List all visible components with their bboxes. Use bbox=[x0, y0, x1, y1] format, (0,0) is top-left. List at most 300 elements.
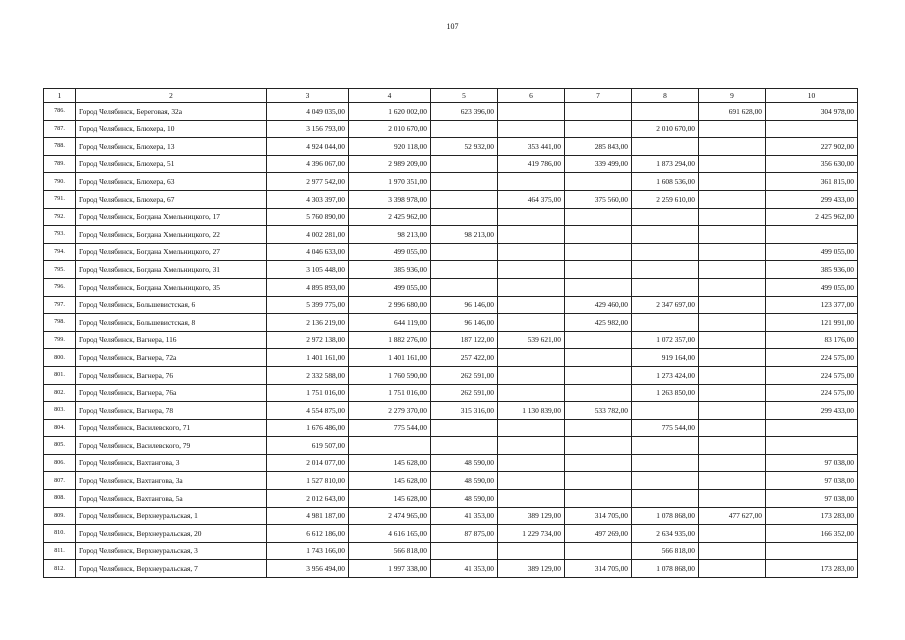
amount-cell-col-9 bbox=[699, 542, 766, 560]
amount-cell-col-10: 224 575,00 bbox=[766, 349, 858, 367]
amount-cell-col-3: 3 105 448,00 bbox=[267, 261, 349, 279]
amount-cell-col-5: 48 590,00 bbox=[431, 454, 498, 472]
amount-cell-col-6: 539 621,00 bbox=[498, 331, 565, 349]
amount-cell-col-10: 2 425 962,00 bbox=[766, 208, 858, 226]
row-number-cell: 792. bbox=[44, 208, 76, 226]
amount-cell-col-4: 2 996 680,00 bbox=[349, 296, 431, 314]
amount-cell-col-10: 224 575,00 bbox=[766, 384, 858, 402]
table-row bbox=[44, 138, 858, 156]
amount-cell-col-6: 389 129,00 bbox=[498, 560, 565, 578]
table-row bbox=[44, 525, 858, 543]
amount-cell-col-4: 1 997 338,00 bbox=[349, 560, 431, 578]
amount-cell-col-8 bbox=[632, 243, 699, 261]
amount-cell-col-6: 464 375,00 bbox=[498, 190, 565, 208]
row-number-cell: 791. bbox=[44, 190, 76, 208]
amount-cell-col-10: 361 815,00 bbox=[766, 173, 858, 191]
amount-cell-col-9 bbox=[699, 296, 766, 314]
amount-cell-col-4: 1 882 276,00 bbox=[349, 331, 431, 349]
address-cell: Город Челябинск, Богдана Хмельницкого, 22 bbox=[76, 226, 267, 244]
amount-cell-col-10 bbox=[766, 419, 858, 437]
amount-cell-col-6 bbox=[498, 384, 565, 402]
address-cell: Город Челябинск, Богдана Хмельницкого, 35 bbox=[76, 278, 267, 296]
amount-cell-col-9 bbox=[699, 155, 766, 173]
amount-cell-col-3: 1 401 161,00 bbox=[267, 349, 349, 367]
row-number-cell: 803. bbox=[44, 402, 76, 420]
column-header-3: 3 bbox=[267, 89, 349, 103]
amount-cell-col-4: 98 213,00 bbox=[349, 226, 431, 244]
amount-cell-col-9 bbox=[699, 278, 766, 296]
amount-cell-col-9 bbox=[699, 208, 766, 226]
amount-cell-col-6 bbox=[498, 261, 565, 279]
amount-cell-col-9 bbox=[699, 384, 766, 402]
table-row bbox=[44, 226, 858, 244]
row-number-cell: 794. bbox=[44, 243, 76, 261]
amount-cell-col-9 bbox=[699, 261, 766, 279]
table-row bbox=[44, 349, 858, 367]
amount-cell-col-6 bbox=[498, 296, 565, 314]
amount-cell-col-10: 224 575,00 bbox=[766, 366, 858, 384]
amount-cell-col-7 bbox=[565, 261, 632, 279]
amount-cell-col-5 bbox=[431, 243, 498, 261]
amount-cell-col-4: 385 936,00 bbox=[349, 261, 431, 279]
amount-cell-col-8: 1 078 868,00 bbox=[632, 560, 699, 578]
amount-cell-col-7 bbox=[565, 103, 632, 121]
amount-cell-col-9 bbox=[699, 402, 766, 420]
amount-cell-col-3: 1 527 810,00 bbox=[267, 472, 349, 490]
amount-cell-col-10: 123 377,00 bbox=[766, 296, 858, 314]
amount-cell-col-8: 2 259 610,00 bbox=[632, 190, 699, 208]
registry-table bbox=[43, 88, 858, 578]
amount-cell-col-5: 187 122,00 bbox=[431, 331, 498, 349]
amount-cell-col-7: 429 460,00 bbox=[565, 296, 632, 314]
amount-cell-col-5: 41 353,00 bbox=[431, 560, 498, 578]
row-number-cell: 795. bbox=[44, 261, 76, 279]
table-row bbox=[44, 243, 858, 261]
amount-cell-col-6 bbox=[498, 173, 565, 191]
column-header-10: 10 bbox=[766, 89, 858, 103]
amount-cell-col-4: 4 616 165,00 bbox=[349, 525, 431, 543]
amount-cell-col-4: 145 628,00 bbox=[349, 454, 431, 472]
amount-cell-col-3: 3 956 494,00 bbox=[267, 560, 349, 578]
amount-cell-col-10: 299 433,00 bbox=[766, 190, 858, 208]
amount-cell-col-3: 1 676 486,00 bbox=[267, 419, 349, 437]
amount-cell-col-10: 97 038,00 bbox=[766, 490, 858, 508]
table-row bbox=[44, 454, 858, 472]
amount-cell-col-5: 623 396,00 bbox=[431, 103, 498, 121]
amount-cell-col-7: 533 782,00 bbox=[565, 402, 632, 420]
table-row bbox=[44, 384, 858, 402]
row-number-cell: 804. bbox=[44, 419, 76, 437]
table-header bbox=[44, 89, 858, 103]
amount-cell-col-3: 6 612 186,00 bbox=[267, 525, 349, 543]
amount-cell-col-9 bbox=[699, 560, 766, 578]
page-number: 107 bbox=[446, 22, 459, 31]
column-header-1: 1 bbox=[44, 89, 76, 103]
amount-cell-col-4: 1 751 016,00 bbox=[349, 384, 431, 402]
amount-cell-col-7: 375 560,00 bbox=[565, 190, 632, 208]
amount-cell-col-7 bbox=[565, 278, 632, 296]
row-number-cell: 793. bbox=[44, 226, 76, 244]
amount-cell-col-9 bbox=[699, 226, 766, 244]
row-number-cell: 811. bbox=[44, 542, 76, 560]
address-cell: Город Челябинск, Верхнеуральская, 1 bbox=[76, 507, 267, 525]
amount-cell-col-7 bbox=[565, 366, 632, 384]
amount-cell-col-4: 2 474 965,00 bbox=[349, 507, 431, 525]
amount-cell-col-5: 262 591,00 bbox=[431, 384, 498, 402]
row-number-cell: 797. bbox=[44, 296, 76, 314]
address-cell: Город Челябинск, Блюхера, 13 bbox=[76, 138, 267, 156]
amount-cell-col-9 bbox=[699, 243, 766, 261]
amount-cell-col-3: 2 977 542,00 bbox=[267, 173, 349, 191]
amount-cell-col-7 bbox=[565, 331, 632, 349]
amount-cell-col-10: 97 038,00 bbox=[766, 472, 858, 490]
amount-cell-col-6 bbox=[498, 314, 565, 332]
amount-cell-col-10 bbox=[766, 437, 858, 455]
amount-cell-col-3: 1 751 016,00 bbox=[267, 384, 349, 402]
address-cell: Город Челябинск, Блюхера, 10 bbox=[76, 120, 267, 138]
table-row bbox=[44, 208, 858, 226]
address-cell: Город Челябинск, Большевистская, 8 bbox=[76, 314, 267, 332]
amount-cell-col-8: 1 273 424,00 bbox=[632, 366, 699, 384]
amount-cell-col-6 bbox=[498, 208, 565, 226]
column-header-6: 6 bbox=[498, 89, 565, 103]
amount-cell-col-6 bbox=[498, 349, 565, 367]
row-number-cell: 805. bbox=[44, 437, 76, 455]
amount-cell-col-6: 1 229 734,00 bbox=[498, 525, 565, 543]
address-cell: Город Челябинск, Вагнера, 76а bbox=[76, 384, 267, 402]
amount-cell-col-9 bbox=[699, 437, 766, 455]
address-cell: Город Челябинск, Блюхера, 63 bbox=[76, 173, 267, 191]
address-cell: Город Челябинск, Богдана Хмельницкого, 31 bbox=[76, 261, 267, 279]
address-cell: Город Челябинск, Вахтангова, 5а bbox=[76, 490, 267, 508]
amount-cell-col-5: 96 146,00 bbox=[431, 314, 498, 332]
table-row bbox=[44, 314, 858, 332]
amount-cell-col-8: 1 873 294,00 bbox=[632, 155, 699, 173]
amount-cell-col-9 bbox=[699, 138, 766, 156]
amount-cell-col-7 bbox=[565, 243, 632, 261]
amount-cell-col-8: 566 818,00 bbox=[632, 542, 699, 560]
amount-cell-col-8 bbox=[632, 437, 699, 455]
amount-cell-col-8 bbox=[632, 103, 699, 121]
amount-cell-col-9 bbox=[699, 190, 766, 208]
row-number-cell: 796. bbox=[44, 278, 76, 296]
amount-cell-col-5 bbox=[431, 155, 498, 173]
row-number-cell: 786. bbox=[44, 103, 76, 121]
amount-cell-col-3: 4 002 281,00 bbox=[267, 226, 349, 244]
table-row bbox=[44, 366, 858, 384]
amount-cell-col-3: 4 981 187,00 bbox=[267, 507, 349, 525]
amount-cell-col-10: 227 902,00 bbox=[766, 138, 858, 156]
amount-cell-col-9 bbox=[699, 454, 766, 472]
amount-cell-col-10: 385 936,00 bbox=[766, 261, 858, 279]
amount-cell-col-7 bbox=[565, 226, 632, 244]
amount-cell-col-6 bbox=[498, 490, 565, 508]
amount-cell-col-3: 2 972 138,00 bbox=[267, 331, 349, 349]
amount-cell-col-7 bbox=[565, 419, 632, 437]
amount-cell-col-4: 3 398 978,00 bbox=[349, 190, 431, 208]
amount-cell-col-6: 1 130 839,00 bbox=[498, 402, 565, 420]
address-cell: Город Челябинск, Богдана Хмельницкого, 27 bbox=[76, 243, 267, 261]
amount-cell-col-10: 121 991,00 bbox=[766, 314, 858, 332]
table-body bbox=[44, 103, 858, 578]
amount-cell-col-10: 166 352,00 bbox=[766, 525, 858, 543]
amount-cell-col-3: 2 012 643,00 bbox=[267, 490, 349, 508]
amount-cell-col-10 bbox=[766, 120, 858, 138]
amount-cell-col-8: 2 010 670,00 bbox=[632, 120, 699, 138]
amount-cell-col-7 bbox=[565, 472, 632, 490]
row-number-cell: 799. bbox=[44, 331, 76, 349]
address-cell: Город Челябинск, Береговая, 32а bbox=[76, 103, 267, 121]
row-number-cell: 810. bbox=[44, 525, 76, 543]
amount-cell-col-3: 4 046 633,00 bbox=[267, 243, 349, 261]
amount-cell-col-10 bbox=[766, 226, 858, 244]
amount-cell-col-7: 497 269,00 bbox=[565, 525, 632, 543]
amount-cell-col-4: 2 989 209,00 bbox=[349, 155, 431, 173]
amount-cell-col-8: 919 164,00 bbox=[632, 349, 699, 367]
amount-cell-col-4: 499 055,00 bbox=[349, 243, 431, 261]
amount-cell-col-5 bbox=[431, 542, 498, 560]
amount-cell-col-5: 87 875,00 bbox=[431, 525, 498, 543]
table-row bbox=[44, 120, 858, 138]
amount-cell-col-3: 4 554 875,00 bbox=[267, 402, 349, 420]
amount-cell-col-7 bbox=[565, 349, 632, 367]
amount-cell-col-3: 2 014 077,00 bbox=[267, 454, 349, 472]
amount-cell-col-6 bbox=[498, 419, 565, 437]
amount-cell-col-6 bbox=[498, 226, 565, 244]
address-cell: Город Челябинск, Вагнера, 76 bbox=[76, 366, 267, 384]
amount-cell-col-5 bbox=[431, 208, 498, 226]
table-row bbox=[44, 331, 858, 349]
amount-cell-col-9 bbox=[699, 331, 766, 349]
amount-cell-col-10: 356 630,00 bbox=[766, 155, 858, 173]
amount-cell-col-4 bbox=[349, 437, 431, 455]
amount-cell-col-9: 691 628,00 bbox=[699, 103, 766, 121]
amount-cell-col-7 bbox=[565, 120, 632, 138]
amount-cell-col-10: 173 283,00 bbox=[766, 507, 858, 525]
amount-cell-col-8: 2 634 935,00 bbox=[632, 525, 699, 543]
address-cell: Город Челябинск, Вахтангова, 3 bbox=[76, 454, 267, 472]
column-header-8: 8 bbox=[632, 89, 699, 103]
table-row bbox=[44, 261, 858, 279]
address-cell: Город Челябинск, Верхнеуральская, 3 bbox=[76, 542, 267, 560]
table-row bbox=[44, 560, 858, 578]
amount-cell-col-9 bbox=[699, 349, 766, 367]
row-number-cell: 790. bbox=[44, 173, 76, 191]
amount-cell-col-8: 1 072 357,00 bbox=[632, 331, 699, 349]
amount-cell-col-4: 2 425 962,00 bbox=[349, 208, 431, 226]
amount-cell-col-5 bbox=[431, 261, 498, 279]
address-cell: Город Челябинск, Верхнеуральская, 7 bbox=[76, 560, 267, 578]
address-cell: Город Челябинск, Верхнеуральская, 20 bbox=[76, 525, 267, 543]
row-number-cell: 809. bbox=[44, 507, 76, 525]
amount-cell-col-4: 1 401 161,00 bbox=[349, 349, 431, 367]
amount-cell-col-4: 2 010 670,00 bbox=[349, 120, 431, 138]
amount-cell-col-6: 353 441,00 bbox=[498, 138, 565, 156]
amount-cell-col-4: 644 119,00 bbox=[349, 314, 431, 332]
amount-cell-col-9 bbox=[699, 525, 766, 543]
amount-cell-col-7 bbox=[565, 384, 632, 402]
address-cell: Город Челябинск, Богдана Хмельницкого, 17 bbox=[76, 208, 267, 226]
amount-cell-col-5: 96 146,00 bbox=[431, 296, 498, 314]
row-number-cell: 807. bbox=[44, 472, 76, 490]
amount-cell-col-8: 1 078 868,00 bbox=[632, 507, 699, 525]
table-row bbox=[44, 296, 858, 314]
amount-cell-col-5: 315 316,00 bbox=[431, 402, 498, 420]
amount-cell-col-4: 1 760 590,00 bbox=[349, 366, 431, 384]
amount-cell-col-3: 4 924 044,00 bbox=[267, 138, 349, 156]
table-row bbox=[44, 173, 858, 191]
table-row bbox=[44, 402, 858, 420]
amount-cell-col-6 bbox=[498, 243, 565, 261]
column-header-4: 4 bbox=[349, 89, 431, 103]
address-cell: Город Челябинск, Вагнера, 72а bbox=[76, 349, 267, 367]
amount-cell-col-3: 619 507,00 bbox=[267, 437, 349, 455]
amount-cell-col-8 bbox=[632, 208, 699, 226]
amount-cell-col-9 bbox=[699, 490, 766, 508]
column-header-2: 2 bbox=[76, 89, 267, 103]
amount-cell-col-6 bbox=[498, 120, 565, 138]
column-header-5: 5 bbox=[431, 89, 498, 103]
amount-cell-col-7: 425 982,00 bbox=[565, 314, 632, 332]
amount-cell-col-6: 389 129,00 bbox=[498, 507, 565, 525]
amount-cell-col-9: 477 627,00 bbox=[699, 507, 766, 525]
amount-cell-col-10: 299 433,00 bbox=[766, 402, 858, 420]
row-number-cell: 806. bbox=[44, 454, 76, 472]
amount-cell-col-6 bbox=[498, 103, 565, 121]
amount-cell-col-6 bbox=[498, 278, 565, 296]
amount-cell-col-6 bbox=[498, 472, 565, 490]
amount-cell-col-4: 1 970 351,00 bbox=[349, 173, 431, 191]
amount-cell-col-10: 304 978,00 bbox=[766, 103, 858, 121]
amount-cell-col-3: 1 743 166,00 bbox=[267, 542, 349, 560]
amount-cell-col-8 bbox=[632, 490, 699, 508]
amount-cell-col-5 bbox=[431, 190, 498, 208]
address-cell: Город Челябинск, Вахтангова, 3а bbox=[76, 472, 267, 490]
row-number-cell: 808. bbox=[44, 490, 76, 508]
amount-cell-col-5 bbox=[431, 173, 498, 191]
address-cell: Город Челябинск, Вагнера, 78 bbox=[76, 402, 267, 420]
amount-cell-col-6 bbox=[498, 366, 565, 384]
address-cell: Город Челябинск, Большевистская, 6 bbox=[76, 296, 267, 314]
amount-cell-col-3: 5 760 890,00 bbox=[267, 208, 349, 226]
row-number-cell: 802. bbox=[44, 384, 76, 402]
header-row bbox=[44, 89, 858, 103]
address-cell: Город Челябинск, Вагнера, 116 bbox=[76, 331, 267, 349]
table-row bbox=[44, 278, 858, 296]
amount-cell-col-9 bbox=[699, 472, 766, 490]
amount-cell-col-7: 314 705,00 bbox=[565, 560, 632, 578]
amount-cell-col-7 bbox=[565, 454, 632, 472]
column-header-7: 7 bbox=[565, 89, 632, 103]
amount-cell-col-6 bbox=[498, 437, 565, 455]
amount-cell-col-9 bbox=[699, 173, 766, 191]
amount-cell-col-8 bbox=[632, 261, 699, 279]
table-row bbox=[44, 155, 858, 173]
table-row bbox=[44, 437, 858, 455]
amount-cell-col-8 bbox=[632, 138, 699, 156]
amount-cell-col-3: 5 399 775,00 bbox=[267, 296, 349, 314]
amount-cell-col-8 bbox=[632, 278, 699, 296]
amount-cell-col-3: 4 303 397,00 bbox=[267, 190, 349, 208]
amount-cell-col-8: 775 544,00 bbox=[632, 419, 699, 437]
amount-cell-col-10 bbox=[766, 542, 858, 560]
amount-cell-col-7: 314 705,00 bbox=[565, 507, 632, 525]
amount-cell-col-8: 2 347 697,00 bbox=[632, 296, 699, 314]
address-cell: Город Челябинск, Василевского, 71 bbox=[76, 419, 267, 437]
amount-cell-col-9 bbox=[699, 314, 766, 332]
amount-cell-col-8 bbox=[632, 472, 699, 490]
amount-cell-col-5: 262 591,00 bbox=[431, 366, 498, 384]
amount-cell-col-10: 97 038,00 bbox=[766, 454, 858, 472]
amount-cell-col-6 bbox=[498, 454, 565, 472]
amount-cell-col-8 bbox=[632, 454, 699, 472]
amount-cell-col-5 bbox=[431, 120, 498, 138]
amount-cell-col-4: 775 544,00 bbox=[349, 419, 431, 437]
table-row bbox=[44, 190, 858, 208]
amount-cell-col-7 bbox=[565, 208, 632, 226]
amount-cell-col-3: 2 136 219,00 bbox=[267, 314, 349, 332]
amount-cell-col-3: 4 049 035,00 bbox=[267, 103, 349, 121]
amount-cell-col-6: 419 786,00 bbox=[498, 155, 565, 173]
amount-cell-col-4: 2 279 370,00 bbox=[349, 402, 431, 420]
amount-cell-col-4: 499 055,00 bbox=[349, 278, 431, 296]
column-header-9: 9 bbox=[699, 89, 766, 103]
amount-cell-col-7: 339 499,00 bbox=[565, 155, 632, 173]
amount-cell-col-4: 1 620 002,00 bbox=[349, 103, 431, 121]
amount-cell-col-8 bbox=[632, 402, 699, 420]
amount-cell-col-4: 920 118,00 bbox=[349, 138, 431, 156]
row-number-cell: 812. bbox=[44, 560, 76, 578]
amount-cell-col-3: 4 396 067,00 bbox=[267, 155, 349, 173]
row-number-cell: 798. bbox=[44, 314, 76, 332]
amount-cell-col-5: 41 353,00 bbox=[431, 507, 498, 525]
table-row bbox=[44, 419, 858, 437]
table-row bbox=[44, 542, 858, 560]
amount-cell-col-8: 1 263 850,00 bbox=[632, 384, 699, 402]
amount-cell-col-5 bbox=[431, 278, 498, 296]
amount-cell-col-7: 285 843,00 bbox=[565, 138, 632, 156]
amount-cell-col-3: 4 895 893,00 bbox=[267, 278, 349, 296]
amount-cell-col-6 bbox=[498, 542, 565, 560]
row-number-cell: 789. bbox=[44, 155, 76, 173]
amount-cell-col-5: 48 590,00 bbox=[431, 490, 498, 508]
table-row bbox=[44, 507, 858, 525]
row-number-cell: 801. bbox=[44, 366, 76, 384]
amount-cell-col-8: 1 608 536,00 bbox=[632, 173, 699, 191]
row-number-cell: 788. bbox=[44, 138, 76, 156]
table-row bbox=[44, 103, 858, 121]
amount-cell-col-3: 3 156 793,00 bbox=[267, 120, 349, 138]
amount-cell-col-4: 145 628,00 bbox=[349, 490, 431, 508]
amount-cell-col-5 bbox=[431, 437, 498, 455]
amount-cell-col-7 bbox=[565, 173, 632, 191]
amount-cell-col-9 bbox=[699, 419, 766, 437]
table-row bbox=[44, 472, 858, 490]
amount-cell-col-5: 257 422,00 bbox=[431, 349, 498, 367]
amount-cell-col-3: 2 332 588,00 bbox=[267, 366, 349, 384]
amount-cell-col-5: 48 590,00 bbox=[431, 472, 498, 490]
row-number-cell: 800. bbox=[44, 349, 76, 367]
amount-cell-col-8 bbox=[632, 226, 699, 244]
amount-cell-col-10: 83 176,00 bbox=[766, 331, 858, 349]
amount-cell-col-5: 98 213,00 bbox=[431, 226, 498, 244]
amount-cell-col-5 bbox=[431, 419, 498, 437]
amount-cell-col-4: 566 818,00 bbox=[349, 542, 431, 560]
amount-cell-col-9 bbox=[699, 120, 766, 138]
amount-cell-col-7 bbox=[565, 542, 632, 560]
table-row bbox=[44, 490, 858, 508]
amount-cell-col-7 bbox=[565, 490, 632, 508]
